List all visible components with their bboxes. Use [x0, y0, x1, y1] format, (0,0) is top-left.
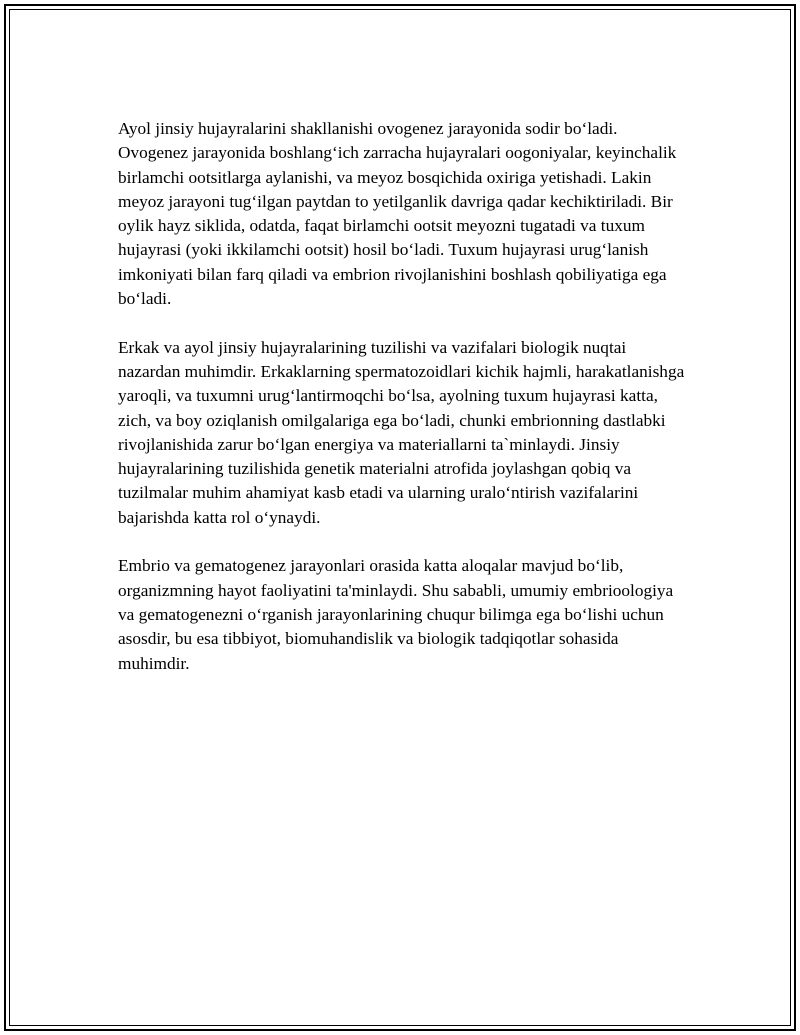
- paragraph-jinsiy-hujayralar: Erkak va ayol jinsiy hujayralarining tuzilishi va vazifalari biologik nuqtai nazardan muhimdir. Erkaklarning spermatozoidlari kichik hajmli, harakatlanishga yaroqli, va tuxumni urugʻlantirmoqchi boʻlsa, ayolning tuxum hujayrasi katta, zich, va boy oziqlanish omilgalariga ega boʻladi, chunki embrionning dastlabki rivojlanishida zarur boʻlgan energiya va materiallarni ta`minlaydi. Jinsiy hujayralarining tuzilishida genetik materialni atrofida joylashgan qobiq va tuzilmalar muhim ahamiyat kasb etadi va ularning uraloʻntirish vazifalarini bajarishda katta rol oʻynaydi.: [118, 337, 685, 527]
- paragraph-ovogenez: Ayol jinsiy hujayralarini shakllanishi ovogenez jarayonida sodir boʻladi. Ovogenez jarayonida boshlangʻich zarracha hujayralari oogoniyalar, keyinchalik birlamchi ootsitlarga aylanishi, va meyoz bosqichida oxiriga yetishadi. Lakin meyoz jarayoni tugʻilgan paytdan to yetilganlik davriga qadar kechiktiriladi. Bir oylik hayz siklida, odatda, faqat birlamchi ootsit meyozni tugatadi va tuxum hujayrasi (yoki ikkilamchi ootsit) hosil boʻladi. Tuxum hujayrasi urugʻlanish imkoniyati bilan farq qiladi va embrion rivojlanishini boshlash qobiliyatiga ega boʻladi.: [118, 119, 677, 309]
- paragraph-embrio-gematogenez: Embrio va gematogenez jarayonlari orasida katta aloqalar mavjud boʻlib, organizmning hayot faoliyatini ta'minlaydi. Shu sababli, umumiy embrioologiya va gematogenezni oʻrganish jarayonlarining chuqur bilimga ega boʻlishi uchun asosdir, bu esa tibbiyot, biomuhandislik va biologik tadqiqotlar sohasida muhimdir.: [118, 556, 674, 673]
- document-body: [118, 117, 688, 700]
